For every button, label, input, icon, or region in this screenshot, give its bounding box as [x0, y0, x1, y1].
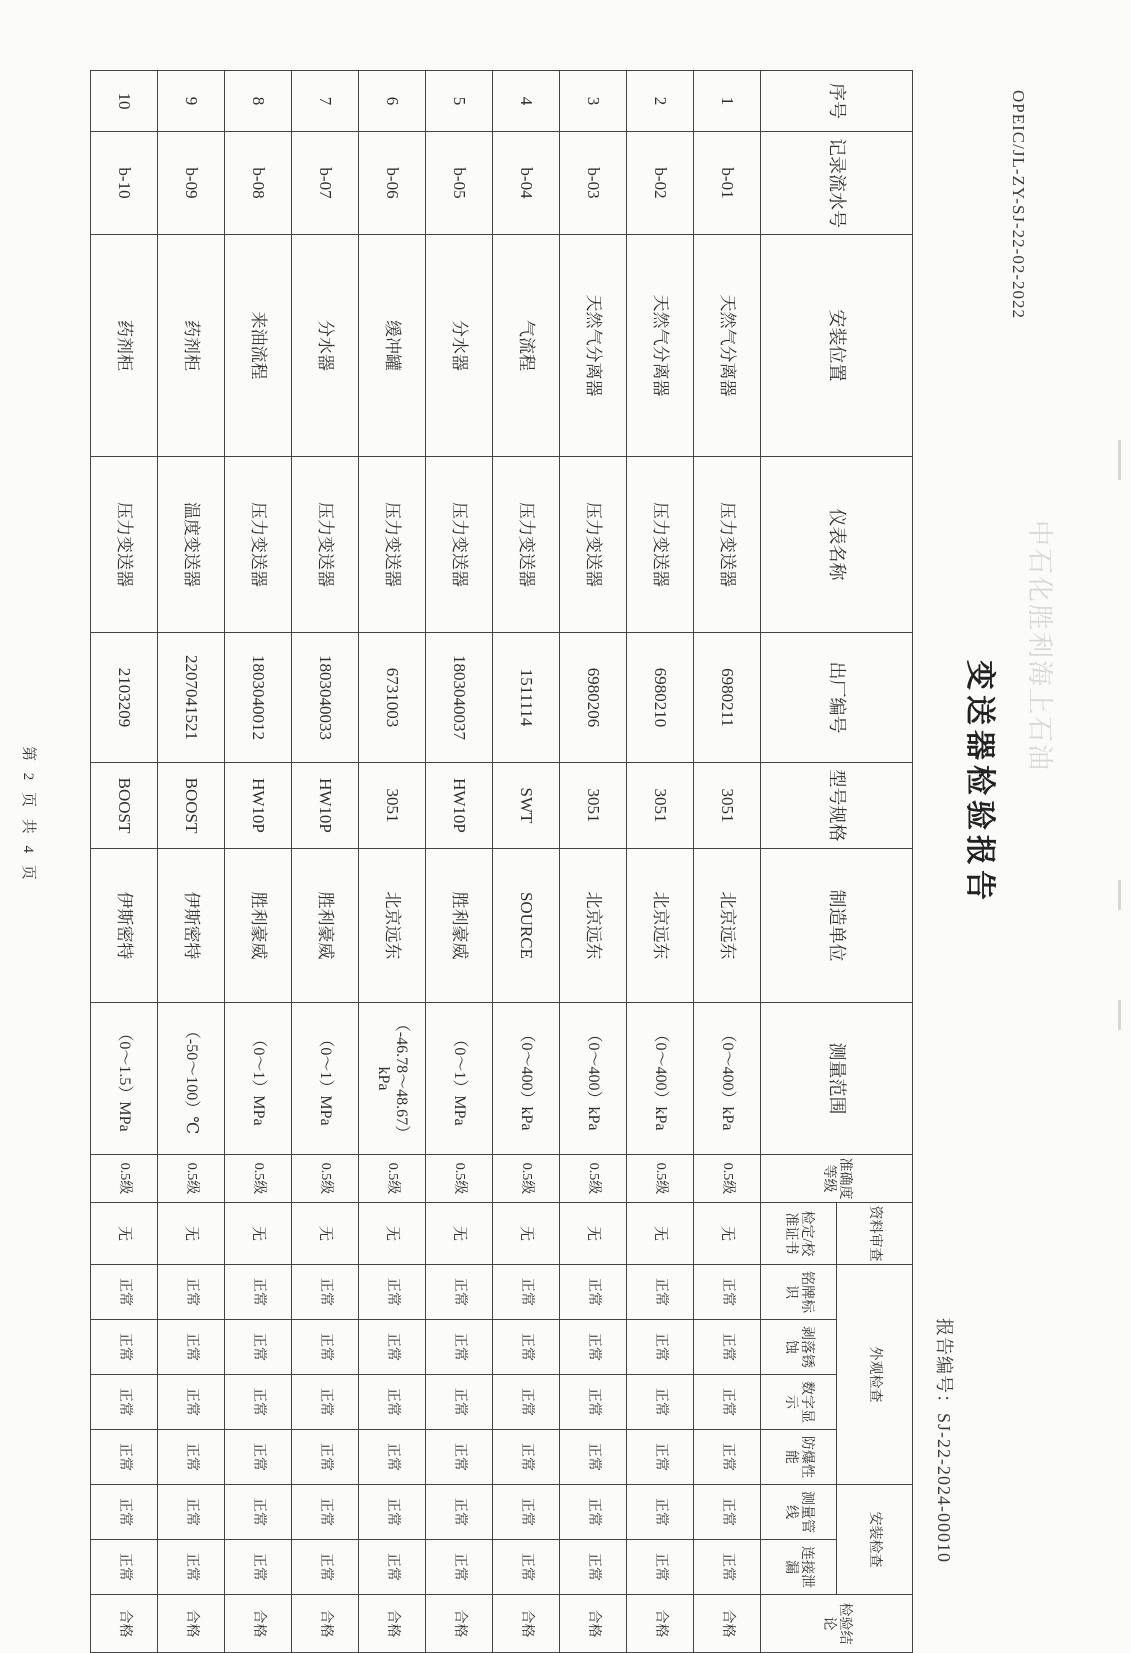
- cell-nameplate: 正常: [627, 1265, 694, 1320]
- table-row: [292, 71, 359, 1653]
- cell-nameplate: 正常: [292, 1265, 359, 1320]
- header-nameplate: 铭牌标识: [761, 1265, 837, 1320]
- cell-range: （0～400）kPa: [627, 1003, 694, 1155]
- table-row: [91, 71, 158, 1653]
- cell-seq: 1: [694, 71, 761, 132]
- cell-measure-pipe: 正常: [426, 1485, 493, 1540]
- cell-conclusion: 合格: [627, 1595, 694, 1653]
- header-seq: 序号: [761, 71, 913, 132]
- cell-display: 正常: [627, 1375, 694, 1430]
- cell-accuracy: 0.5级: [560, 1155, 627, 1203]
- cell-record-no: b-01: [694, 132, 761, 235]
- cell-range: （0～1）MPa: [225, 1003, 292, 1155]
- cell-explosion: 正常: [493, 1430, 560, 1485]
- header-install-check: 安装检查: [837, 1485, 913, 1595]
- report-number: 报告编号：SJ-22-2024-00010: [934, 1318, 954, 1563]
- cell-peeling: 正常: [560, 1320, 627, 1375]
- cell-location: 天然气分离器: [560, 235, 627, 457]
- cell-conclusion: 合格: [91, 1595, 158, 1653]
- header-cert: 检定/校准证书: [761, 1203, 837, 1265]
- cell-accuracy: 0.5级: [359, 1155, 426, 1203]
- table-row: [560, 71, 627, 1653]
- cell-seq: 2: [627, 71, 694, 132]
- cell-connection: 正常: [493, 1540, 560, 1595]
- header-display: 数字显示: [761, 1375, 837, 1430]
- cell-model: HW10P: [426, 763, 493, 849]
- cell-connection: 正常: [627, 1540, 694, 1595]
- cell-model: HW10P: [225, 763, 292, 849]
- table-row: [359, 71, 426, 1653]
- cell-peeling: 正常: [426, 1320, 493, 1375]
- cell-instrument-name: 压力变送器: [91, 457, 158, 633]
- cell-conclusion: 合格: [292, 1595, 359, 1653]
- cell-peeling: 正常: [225, 1320, 292, 1375]
- cell-seq: 10: [91, 71, 158, 132]
- cell-seq: 7: [292, 71, 359, 132]
- cell-measure-pipe: 正常: [560, 1485, 627, 1540]
- cell-conclusion: 合格: [158, 1595, 225, 1653]
- header-model: 型号规格: [761, 763, 913, 849]
- cell-range: （0～400）kPa: [694, 1003, 761, 1155]
- cell-model: BOOST: [158, 763, 225, 849]
- cell-serial-no: 6731003: [359, 633, 426, 763]
- watermark: 中石化胜利海上石油: [1025, 520, 1054, 773]
- cell-location: 来油流程: [225, 235, 292, 457]
- cell-instrument-name: 压力变送器: [292, 457, 359, 633]
- cell-cert: 无: [292, 1203, 359, 1265]
- cell-explosion: 正常: [359, 1430, 426, 1485]
- cell-conclusion: 合格: [359, 1595, 426, 1653]
- cell-model: SWT: [493, 763, 560, 849]
- cell-serial-no: 1803040037: [426, 633, 493, 763]
- cell-explosion: 正常: [292, 1430, 359, 1485]
- scan-edge-mark: [1118, 1000, 1121, 1030]
- cell-location: 气流程: [493, 235, 560, 457]
- cell-connection: 正常: [292, 1540, 359, 1595]
- cell-peeling: 正常: [91, 1320, 158, 1375]
- cell-serial-no: 1511114: [493, 633, 560, 763]
- table-row: [426, 71, 493, 1653]
- cell-measure-pipe: 正常: [158, 1485, 225, 1540]
- cell-serial-no: 6980211: [694, 633, 761, 763]
- scan-edge-mark: [1118, 440, 1121, 480]
- cell-cert: 无: [359, 1203, 426, 1265]
- cell-serial-no: 2103209: [91, 633, 158, 763]
- cell-manufacturer: 胜利豪威: [292, 849, 359, 1003]
- header-conclusion: 检验结论: [761, 1595, 913, 1653]
- cell-manufacturer: 伊斯密特: [91, 849, 158, 1003]
- cell-conclusion: 合格: [426, 1595, 493, 1653]
- cell-range: （0～400）kPa: [560, 1003, 627, 1155]
- cell-explosion: 正常: [225, 1430, 292, 1485]
- cell-instrument-name: 压力变送器: [359, 457, 426, 633]
- cell-instrument-name: 压力变送器: [560, 457, 627, 633]
- page-number: 第 2 页 共 4 页: [20, 746, 36, 884]
- table-row: [694, 71, 761, 1653]
- cell-explosion: 正常: [560, 1430, 627, 1485]
- header-appearance-check: 外观检查: [837, 1265, 913, 1485]
- cell-connection: 正常: [225, 1540, 292, 1595]
- cell-display: 正常: [426, 1375, 493, 1430]
- cell-accuracy: 0.5级: [225, 1155, 292, 1203]
- cell-range: （0～1）MPa: [292, 1003, 359, 1155]
- cell-record-no: b-04: [493, 132, 560, 235]
- cell-connection: 正常: [91, 1540, 158, 1595]
- cell-accuracy: 0.5级: [627, 1155, 694, 1203]
- cell-instrument-name: 压力变送器: [225, 457, 292, 633]
- cell-seq: 6: [359, 71, 426, 132]
- cell-record-no: b-10: [91, 132, 158, 235]
- cell-manufacturer: 胜利豪威: [426, 849, 493, 1003]
- cell-explosion: 正常: [426, 1430, 493, 1485]
- cell-manufacturer: 北京远东: [359, 849, 426, 1003]
- cell-location: 药剂柜: [91, 235, 158, 457]
- page-title: 变送器检验报告: [963, 660, 996, 905]
- cell-manufacturer: 北京远东: [560, 849, 627, 1003]
- scan-edge-mark: [1118, 880, 1121, 910]
- cell-model: 3051: [627, 763, 694, 849]
- cell-nameplate: 正常: [359, 1265, 426, 1320]
- report-table-wrapper: [90, 70, 913, 1645]
- header-connection: 连接泄漏: [761, 1540, 837, 1595]
- cell-serial-no: 6980206: [560, 633, 627, 763]
- cell-manufacturer: 胜利豪威: [225, 849, 292, 1003]
- cell-accuracy: 0.5级: [292, 1155, 359, 1203]
- cell-instrument-name: 压力变送器: [493, 457, 560, 633]
- header-serial-no: 出厂编号: [761, 633, 913, 763]
- cell-explosion: 正常: [627, 1430, 694, 1485]
- cell-record-no: b-05: [426, 132, 493, 235]
- cell-model: 3051: [359, 763, 426, 849]
- cell-explosion: 正常: [694, 1430, 761, 1485]
- cell-accuracy: 0.5级: [158, 1155, 225, 1203]
- cell-range: （0～400）kPa: [493, 1003, 560, 1155]
- cell-instrument-name: 温度变送器: [158, 457, 225, 633]
- cell-model: 3051: [694, 763, 761, 849]
- header-measure-pipe: 测量管线: [761, 1485, 837, 1540]
- cell-record-no: b-09: [158, 132, 225, 235]
- cell-display: 正常: [493, 1375, 560, 1430]
- cell-model: BOOST: [91, 763, 158, 849]
- header-instrument-name: 仪表名称: [761, 457, 913, 633]
- cell-serial-no: 2207041521: [158, 633, 225, 763]
- cell-location: 药剂柜: [158, 235, 225, 457]
- cell-measure-pipe: 正常: [694, 1485, 761, 1540]
- cell-conclusion: 合格: [694, 1595, 761, 1653]
- cell-accuracy: 0.5级: [91, 1155, 158, 1203]
- cell-display: 正常: [158, 1375, 225, 1430]
- cell-measure-pipe: 正常: [359, 1485, 426, 1540]
- cell-range: （0～1.5）MPa: [91, 1003, 158, 1155]
- cell-instrument-name: 压力变送器: [694, 457, 761, 633]
- cell-record-no: b-08: [225, 132, 292, 235]
- cell-cert: 无: [225, 1203, 292, 1265]
- cell-location: 分水器: [426, 235, 493, 457]
- cell-seq: 9: [158, 71, 225, 132]
- cell-instrument-name: 压力变送器: [627, 457, 694, 633]
- cell-display: 正常: [225, 1375, 292, 1430]
- cell-range: （0～1）MPa: [426, 1003, 493, 1155]
- cell-cert: 无: [493, 1203, 560, 1265]
- cell-display: 正常: [359, 1375, 426, 1430]
- cell-cert: 无: [426, 1203, 493, 1265]
- cell-range: （-50～100）℃: [158, 1003, 225, 1155]
- cell-nameplate: 正常: [91, 1265, 158, 1320]
- header-accuracy: 准确度等级: [761, 1155, 913, 1203]
- cell-conclusion: 合格: [493, 1595, 560, 1653]
- cell-manufacturer: SOURCE: [493, 849, 560, 1003]
- cell-peeling: 正常: [359, 1320, 426, 1375]
- cell-connection: 正常: [359, 1540, 426, 1595]
- cell-display: 正常: [91, 1375, 158, 1430]
- cell-measure-pipe: 正常: [627, 1485, 694, 1540]
- header-document-review: 资料审查: [837, 1203, 913, 1265]
- cell-model: 3051: [560, 763, 627, 849]
- cell-location: 天然气分离器: [694, 235, 761, 457]
- cell-nameplate: 正常: [493, 1265, 560, 1320]
- cell-nameplate: 正常: [694, 1265, 761, 1320]
- cell-display: 正常: [694, 1375, 761, 1430]
- cell-accuracy: 0.5级: [426, 1155, 493, 1203]
- cell-record-no: b-07: [292, 132, 359, 235]
- cell-location: 天然气分离器: [627, 235, 694, 457]
- cell-nameplate: 正常: [426, 1265, 493, 1320]
- cell-serial-no: 6980210: [627, 633, 694, 763]
- cell-connection: 正常: [158, 1540, 225, 1595]
- cell-instrument-name: 压力变送器: [426, 457, 493, 633]
- table-row: [158, 71, 225, 1653]
- cell-serial-no: 1803040012: [225, 633, 292, 763]
- header-manufacturer: 制造单位: [761, 849, 913, 1003]
- cell-measure-pipe: 正常: [493, 1485, 560, 1540]
- cell-measure-pipe: 正常: [91, 1485, 158, 1540]
- cell-cert: 无: [694, 1203, 761, 1265]
- cell-peeling: 正常: [158, 1320, 225, 1375]
- cell-peeling: 正常: [627, 1320, 694, 1375]
- cell-conclusion: 合格: [225, 1595, 292, 1653]
- cell-record-no: b-03: [560, 132, 627, 235]
- cell-seq: 8: [225, 71, 292, 132]
- header-location: 安装位置: [761, 235, 913, 457]
- cell-cert: 无: [158, 1203, 225, 1265]
- cell-nameplate: 正常: [560, 1265, 627, 1320]
- cell-accuracy: 0.5级: [493, 1155, 560, 1203]
- cell-location: 缓冲罐: [359, 235, 426, 457]
- cell-cert: 无: [91, 1203, 158, 1265]
- cell-manufacturer: 伊斯密特: [158, 849, 225, 1003]
- cell-cert: 无: [560, 1203, 627, 1265]
- cell-record-no: b-06: [359, 132, 426, 235]
- cell-seq: 4: [493, 71, 560, 132]
- cell-nameplate: 正常: [225, 1265, 292, 1320]
- transmitter-report-table: [90, 70, 913, 1653]
- cell-explosion: 正常: [91, 1430, 158, 1485]
- cell-manufacturer: 北京远东: [627, 849, 694, 1003]
- header-range: 测量范围: [761, 1003, 913, 1155]
- cell-manufacturer: 北京远东: [694, 849, 761, 1003]
- cell-explosion: 正常: [158, 1430, 225, 1485]
- cell-seq: 3: [560, 71, 627, 132]
- table-row: [493, 71, 560, 1653]
- cell-connection: 正常: [560, 1540, 627, 1595]
- cell-range: （-46.78～48.67）kPa: [359, 1003, 426, 1155]
- cell-peeling: 正常: [493, 1320, 560, 1375]
- header-peeling: 剥落锈蚀: [761, 1320, 837, 1375]
- header-record-no: 记录流水号: [761, 132, 913, 235]
- cell-conclusion: 合格: [560, 1595, 627, 1653]
- cell-connection: 正常: [426, 1540, 493, 1595]
- cell-nameplate: 正常: [158, 1265, 225, 1320]
- cell-accuracy: 0.5级: [694, 1155, 761, 1203]
- cell-measure-pipe: 正常: [225, 1485, 292, 1540]
- table-row: [225, 71, 292, 1653]
- table-row: [627, 71, 694, 1653]
- cell-peeling: 正常: [694, 1320, 761, 1375]
- cell-display: 正常: [560, 1375, 627, 1430]
- cell-model: HW10P: [292, 763, 359, 849]
- header-explosion: 防爆性能: [761, 1430, 837, 1485]
- cell-peeling: 正常: [292, 1320, 359, 1375]
- cell-display: 正常: [292, 1375, 359, 1430]
- cell-record-no: b-02: [627, 132, 694, 235]
- report-table-body: [91, 71, 761, 1653]
- cell-cert: 无: [627, 1203, 694, 1265]
- cell-connection: 正常: [694, 1540, 761, 1595]
- cell-location: 分水器: [292, 235, 359, 457]
- cell-serial-no: 1803040033: [292, 633, 359, 763]
- cell-seq: 5: [426, 71, 493, 132]
- cell-measure-pipe: 正常: [292, 1485, 359, 1540]
- document-code: OPEIC/JL-ZY-SJ-22-02-2022: [1009, 90, 1028, 319]
